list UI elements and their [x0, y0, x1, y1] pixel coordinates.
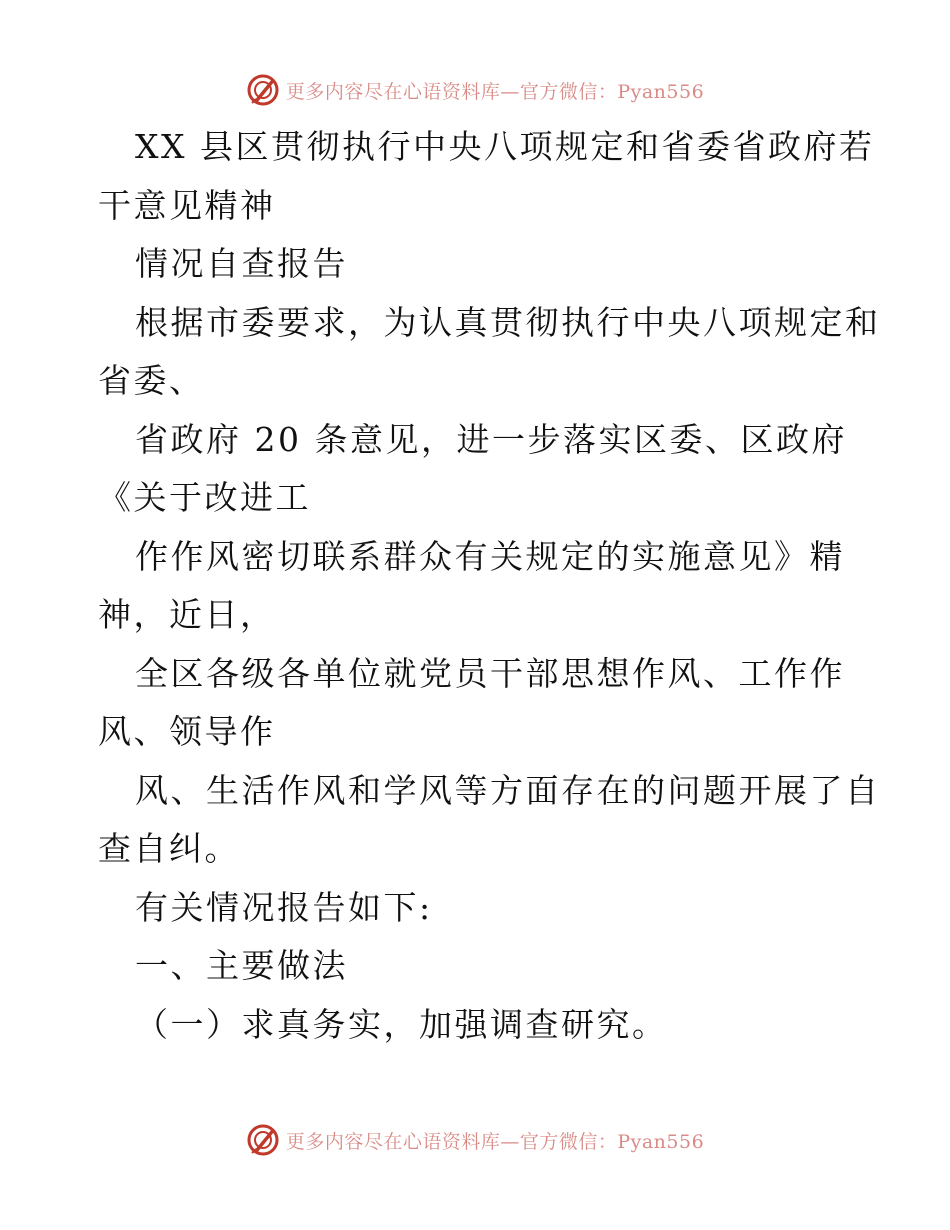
paragraph-line: 根据市委要求，为认真贯彻执行中央八项规定和	[135, 302, 881, 342]
paragraph-line: 查自纠。	[98, 829, 240, 868]
subsection-heading: （一）求真务实，加强调查研究。	[135, 1004, 668, 1044]
footer-banner	[0, 1120, 950, 1160]
paragraph-line: 全区各级各单位就党员干部思想作风、工作作	[135, 653, 845, 693]
paragraph-line: 作作风密切联系群众有关规定的实施意见》精	[135, 536, 845, 576]
paragraph-line: 省政府 20 条意见，进一步落实区委、区政府	[135, 419, 847, 459]
paragraph-line: 神，近日，	[98, 595, 276, 634]
document-body	[98, 118, 881, 1054]
paragraph-line: 省委、	[98, 361, 205, 400]
quill-logo-icon	[246, 1123, 280, 1157]
paragraph-line: 《关于改进工	[98, 478, 311, 517]
section-heading: 一、主要做法	[135, 946, 348, 985]
paragraph-line: 有关情况报告如下:	[135, 887, 433, 927]
paragraph-line: 风、领导作	[98, 712, 276, 751]
title-line-1: XX 县区贯彻执行中央八项规定和省委省政府若	[135, 127, 875, 166]
paragraph-line: 风、生活作风和学风等方面存在的问题开展了自	[135, 770, 881, 810]
title-line-2: 干意见精神	[98, 185, 276, 225]
header-banner	[0, 70, 950, 110]
quill-logo-icon	[246, 73, 280, 107]
footer-banner-text: 更多内容尽在心语资料库—官方微信：Pyan556	[285, 1130, 705, 1153]
header-banner-text: 更多内容尽在心语资料库—官方微信：Pyan556	[285, 80, 705, 103]
title-line-3: 情况自查报告	[135, 244, 348, 283]
